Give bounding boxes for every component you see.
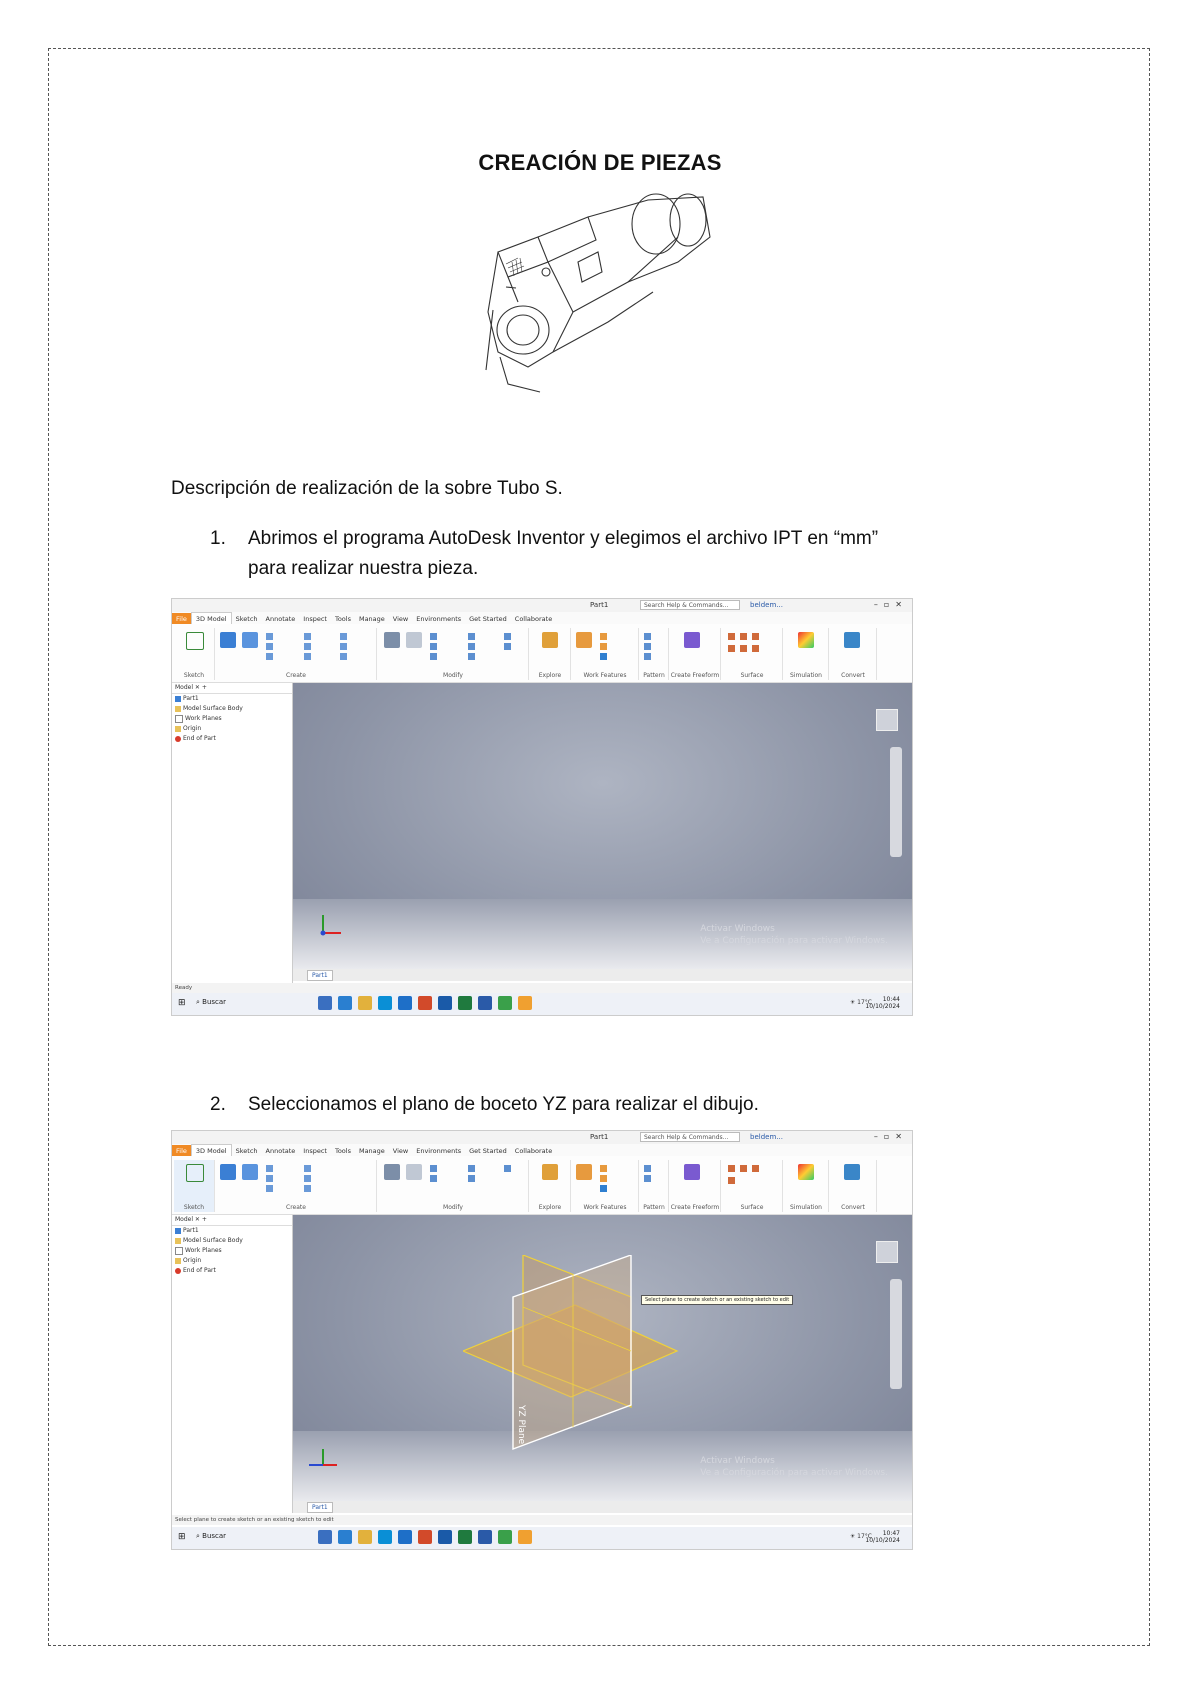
step-text xyxy=(248,524,1008,584)
fillet-icon[interactable] xyxy=(406,1164,422,1180)
weather-icon: ☀ xyxy=(849,1533,856,1540)
ribbon-group-surface xyxy=(722,1160,783,1212)
ribbon-group-label: Surface xyxy=(740,1204,764,1211)
powerpoint-icon[interactable] xyxy=(418,996,432,1010)
import-icon[interactable] xyxy=(340,643,347,650)
tab-3d-model[interactable]: 3D Model xyxy=(191,1144,232,1157)
ribbon-group-explore xyxy=(530,628,571,680)
ribbon-group-label: Modify xyxy=(443,672,463,679)
extrude-icon[interactable] xyxy=(220,1164,236,1180)
patch-icon[interactable] xyxy=(752,633,759,640)
powerpoint-icon[interactable] xyxy=(418,1530,432,1544)
ribbon-group-surface xyxy=(722,628,783,680)
loft-icon[interactable] xyxy=(266,643,273,650)
ucs-icon[interactable] xyxy=(600,653,607,660)
task-view-icon[interactable] xyxy=(318,1530,332,1544)
stitch-icon[interactable] xyxy=(728,1165,735,1172)
help-search-input[interactable]: Search Help & Commands... xyxy=(640,1132,740,1142)
axis-icon[interactable] xyxy=(600,633,607,640)
unwrap-icon[interactable] xyxy=(340,633,347,640)
convert-sheet-metal-icon[interactable] xyxy=(844,632,860,648)
tab-file[interactable]: File xyxy=(172,613,191,625)
ucs-icon[interactable] xyxy=(600,1185,607,1192)
point-icon[interactable] xyxy=(600,1175,607,1182)
spotify-icon[interactable] xyxy=(498,1530,512,1544)
ribbon-group-label: Simulation xyxy=(790,672,822,679)
viewcube-icon[interactable] xyxy=(876,709,898,731)
ribbon-panel xyxy=(172,1156,912,1215)
ribbon-group-label: Work Features xyxy=(583,672,627,679)
system-tray[interactable]: ☀ 17°C xyxy=(849,1533,872,1540)
excel-icon[interactable] xyxy=(458,1530,472,1544)
browser-node-part[interactable]: Part1 xyxy=(172,694,292,704)
split-icon[interactable] xyxy=(504,1165,511,1172)
windows-taskbar xyxy=(172,993,912,1015)
outlook-icon[interactable] xyxy=(398,1530,412,1544)
thicken-icon[interactable] xyxy=(468,653,475,660)
ribbon-group-create xyxy=(216,1160,377,1212)
graphics-viewport[interactable] xyxy=(293,683,912,969)
end-of-part-icon xyxy=(175,736,181,742)
browser-header: Model ✕ + xyxy=(172,683,292,694)
system-tray[interactable]: ☀ 17°C xyxy=(849,999,872,1006)
ribbon-group-label: Create xyxy=(286,672,306,679)
app-title: Part1 xyxy=(590,601,609,609)
windows-start-icon[interactable]: ⊞ xyxy=(178,1532,186,1542)
step-text-line: para realizar nuestra pieza. xyxy=(248,558,479,579)
tab-view[interactable]: View xyxy=(392,1147,409,1155)
loft-icon[interactable] xyxy=(266,1175,273,1182)
excel-icon[interactable] xyxy=(458,996,472,1010)
rectangular-pattern-icon[interactable] xyxy=(644,633,651,640)
ribbon-group-label: Sketch xyxy=(183,1204,205,1211)
ribbon-group-label: Create Freeform xyxy=(670,672,720,679)
tab-sketch[interactable]: Sketch xyxy=(235,615,258,623)
document-tab-part1[interactable]: Part1 xyxy=(307,970,333,981)
folder-icon xyxy=(175,706,181,712)
folder-icon xyxy=(175,1258,181,1264)
combine-icon[interactable] xyxy=(468,1175,475,1182)
coil-icon[interactable] xyxy=(266,1185,273,1192)
inventor-icon[interactable] xyxy=(518,1530,532,1544)
ribbon-group-work-features xyxy=(572,1160,639,1212)
status-bar: Select plane to create sketch or an existing sketch to edit xyxy=(172,1515,912,1525)
activation-watermark: Activar Windows Ve a Configuración para activar Windows. xyxy=(700,1456,888,1478)
shell-icon[interactable] xyxy=(430,643,437,650)
chamfer-icon[interactable] xyxy=(430,633,437,640)
shape-generator-icon[interactable] xyxy=(542,1164,558,1180)
view-icon xyxy=(175,1247,183,1255)
step-number: 1. xyxy=(210,528,226,549)
fillet-icon[interactable] xyxy=(406,632,422,648)
folder-icon xyxy=(175,1238,181,1244)
browser-node-end-of-part[interactable]: End of Part xyxy=(172,1266,292,1276)
rib-icon[interactable] xyxy=(304,1185,311,1192)
browser-node-origin[interactable]: Origin xyxy=(172,1256,292,1266)
decal-icon[interactable] xyxy=(340,653,347,660)
user-account[interactable]: beldem... xyxy=(750,601,783,609)
ribbon-group-label: Create Freeform xyxy=(670,1204,720,1211)
convert-sheet-metal-icon[interactable] xyxy=(844,1164,860,1180)
ribbon-group-pattern xyxy=(640,1160,669,1212)
view-icon xyxy=(175,715,183,723)
emboss-icon[interactable] xyxy=(304,633,311,640)
rectangular-pattern-icon[interactable] xyxy=(644,1165,651,1172)
hole-icon[interactable] xyxy=(384,632,400,648)
tab-environments[interactable]: Environments xyxy=(416,615,462,623)
ribbon-group-pattern xyxy=(640,628,669,680)
tab-collaborate[interactable]: Collaborate xyxy=(514,615,553,623)
part-icon xyxy=(175,1228,181,1234)
status-bar: Ready xyxy=(172,983,912,993)
edge-icon[interactable] xyxy=(378,1530,392,1544)
quick-access-toolbar xyxy=(172,599,912,612)
axis-triad-icon xyxy=(317,909,347,939)
browser-header: Model ✕ + xyxy=(172,1215,292,1226)
tab-inspect[interactable]: Inspect xyxy=(303,1147,327,1155)
activation-watermark: Activar Windows Ve a Configuración para activar Windows. xyxy=(700,924,888,946)
axis-icon[interactable] xyxy=(600,1165,607,1172)
tab-get-started[interactable]: Get Started xyxy=(469,1147,507,1155)
ribbon-group-modify xyxy=(378,1160,529,1212)
tab-manage[interactable]: Manage xyxy=(358,1147,385,1155)
tab-annotate[interactable]: Annotate xyxy=(265,1147,296,1155)
thread-icon[interactable] xyxy=(468,633,475,640)
help-search-input[interactable]: Search Help & Commands... xyxy=(640,600,740,610)
browser-node-work-planes[interactable]: Work Planes xyxy=(172,714,292,724)
ribbon-group-label: Sketch xyxy=(183,672,205,679)
axis-triad-icon xyxy=(307,1443,341,1473)
ribbon-group-create-freeform xyxy=(670,628,721,680)
screenshot-select-yz-plane xyxy=(171,1130,913,1550)
ribbon-group-simulation xyxy=(784,628,829,680)
taskbar-apps xyxy=(318,1530,538,1546)
weather-icon: ☀ xyxy=(849,999,856,1006)
document-tab-part1[interactable]: Part1 xyxy=(307,1502,333,1513)
sweep-icon[interactable] xyxy=(266,633,273,640)
plane-icon[interactable] xyxy=(576,1164,592,1180)
ribbon-group-label: Modify xyxy=(443,1204,463,1211)
point-icon[interactable] xyxy=(600,643,607,650)
end-of-part-icon xyxy=(175,1268,181,1274)
tab-file[interactable]: File xyxy=(172,1145,191,1157)
ribbon-group-label: Work Features xyxy=(583,1204,627,1211)
draft-icon[interactable] xyxy=(430,653,437,660)
circular-pattern-icon[interactable] xyxy=(644,643,651,650)
word-icon[interactable] xyxy=(478,996,492,1010)
derive-icon[interactable] xyxy=(304,643,311,650)
tab-view[interactable]: View xyxy=(392,615,409,623)
part-sketch-drawing xyxy=(478,192,716,407)
ribbon-group-label: Convert xyxy=(841,1204,865,1211)
store-icon[interactable] xyxy=(438,1530,452,1544)
file-explorer-icon[interactable] xyxy=(338,1530,352,1544)
tab-inspect[interactable]: Inspect xyxy=(303,615,327,623)
taskbar-clock[interactable]: 10:44 10/10/2024 xyxy=(865,996,900,1010)
ribbon-group-label: Pattern xyxy=(643,1204,665,1211)
tab-manage[interactable]: Manage xyxy=(358,615,385,623)
revolve-icon[interactable] xyxy=(242,632,258,648)
step-text: Seleccionamos el plano de boceto YZ para realizar el dibujo. xyxy=(248,1094,759,1115)
app-title: Part1 xyxy=(590,1133,609,1141)
user-account[interactable]: beldem... xyxy=(750,1133,783,1141)
ribbon-group-label: Convert xyxy=(841,672,865,679)
chamfer-icon[interactable] xyxy=(430,1165,437,1172)
ribbon-group-convert xyxy=(830,1160,877,1212)
ribbon-group-modify xyxy=(378,628,529,680)
selection-tooltip: Select plane to create sketch or an existing sketch to edit xyxy=(641,1295,793,1305)
taskbar-clock[interactable]: 10:47 10/10/2024 xyxy=(865,1530,900,1544)
taskbar-apps xyxy=(318,996,538,1012)
thread-icon[interactable] xyxy=(468,1165,475,1172)
hole-icon[interactable] xyxy=(384,1164,400,1180)
document-tabs xyxy=(293,969,912,981)
window-controls[interactable]: –▫✕ xyxy=(873,600,908,609)
stress-analysis-icon[interactable] xyxy=(798,1164,814,1180)
ribbon-group-sketch xyxy=(174,628,215,680)
extend-icon[interactable] xyxy=(740,645,747,652)
ribbon-group-label: Pattern xyxy=(643,672,665,679)
ribbon-group-create xyxy=(216,628,377,680)
ribbon-group-label: Simulation xyxy=(790,1204,822,1211)
ribbon-tabs xyxy=(172,1144,912,1156)
document-tabs xyxy=(293,1501,912,1513)
tab-collaborate[interactable]: Collaborate xyxy=(514,1147,553,1155)
plane-icon[interactable] xyxy=(576,632,592,648)
browser-node-surface-body[interactable]: Model Surface Body xyxy=(172,1236,292,1246)
browser-node-work-planes[interactable]: Work Planes xyxy=(172,1246,292,1256)
model-browser xyxy=(172,1215,293,1513)
circular-pattern-icon[interactable] xyxy=(644,1175,651,1182)
emboss-icon[interactable] xyxy=(304,1165,311,1172)
ribbon-group-label: Explore xyxy=(538,672,562,679)
folder-icon[interactable] xyxy=(358,996,372,1010)
patch-icon[interactable] xyxy=(752,1165,759,1172)
sculpt-icon[interactable] xyxy=(740,1165,747,1172)
trim-icon[interactable] xyxy=(728,1177,735,1184)
ribbon-group-convert xyxy=(830,628,877,680)
inventor-icon[interactable] xyxy=(518,996,532,1010)
browser-node-part[interactable]: Part1 xyxy=(172,1226,292,1236)
edge-icon[interactable] xyxy=(378,996,392,1010)
freeform-box-icon[interactable] xyxy=(684,632,700,648)
document-title: CREACIÓN DE PIEZAS xyxy=(478,150,722,175)
graphics-viewport[interactable] xyxy=(293,1215,912,1501)
start-2d-sketch-icon[interactable] xyxy=(186,1164,204,1182)
sweep-icon[interactable] xyxy=(266,1165,273,1172)
origin-planes[interactable] xyxy=(463,1255,693,1455)
revolve-icon[interactable] xyxy=(242,1164,258,1180)
taskbar-search[interactable]: ⌕ Buscar xyxy=(196,1532,227,1540)
start-2d-sketch-icon[interactable] xyxy=(186,632,204,650)
taskbar-search[interactable]: ⌕ Buscar xyxy=(196,998,227,1006)
direct-icon[interactable] xyxy=(504,643,511,650)
extrude-icon[interactable] xyxy=(220,632,236,648)
windows-taskbar xyxy=(172,1527,912,1549)
windows-start-icon[interactable]: ⊞ xyxy=(178,998,186,1008)
combine-icon[interactable] xyxy=(468,643,475,650)
tab-environments[interactable]: Environments xyxy=(416,1147,462,1155)
outlook-icon[interactable] xyxy=(398,996,412,1010)
derive-icon[interactable] xyxy=(304,1175,311,1182)
tab-get-started[interactable]: Get Started xyxy=(469,615,507,623)
stress-analysis-icon[interactable] xyxy=(798,632,814,648)
store-icon[interactable] xyxy=(438,996,452,1010)
freeform-box-icon[interactable] xyxy=(684,1164,700,1180)
navigation-bar[interactable] xyxy=(890,1279,902,1389)
step-text-line: Abrimos el programa AutoDesk Inventor y elegimos el archivo IPT en “mm” xyxy=(248,528,879,549)
task-view-icon[interactable] xyxy=(318,996,332,1010)
tab-tools[interactable]: Tools xyxy=(334,1147,351,1155)
tab-3d-model[interactable]: 3D Model xyxy=(191,612,232,625)
ribbon-group-create-freeform xyxy=(670,1160,721,1212)
ribbon-group-label: Explore xyxy=(538,1204,562,1211)
coil-icon[interactable] xyxy=(266,653,273,660)
trim-icon[interactable] xyxy=(728,645,735,652)
yz-plane-label: YZ Plane xyxy=(516,1405,526,1445)
ribbon-panel xyxy=(172,624,912,683)
tab-annotate[interactable]: Annotate xyxy=(265,615,296,623)
stitch-icon[interactable] xyxy=(728,633,735,640)
model-browser xyxy=(172,683,293,983)
shell-icon[interactable] xyxy=(430,1175,437,1182)
navigation-bar[interactable] xyxy=(890,747,902,857)
sculpt-icon[interactable] xyxy=(740,633,747,640)
window-controls[interactable]: –▫✕ xyxy=(873,1132,908,1141)
ribbon-group-work-features xyxy=(572,628,639,680)
mirror-icon[interactable] xyxy=(644,653,651,660)
tab-tools[interactable]: Tools xyxy=(334,615,351,623)
intro-paragraph: Descripción de realización de la sobre Tubo S. xyxy=(171,478,563,499)
ribbon-group-sketch xyxy=(174,1160,215,1212)
ribbon-group-simulation xyxy=(784,1160,829,1212)
file-explorer-icon[interactable] xyxy=(338,996,352,1010)
step-number: 2. xyxy=(210,1094,226,1115)
browser-node-surface-body[interactable]: Model Surface Body xyxy=(172,704,292,714)
boundary-patch-icon[interactable] xyxy=(752,645,759,652)
split-icon[interactable] xyxy=(504,633,511,640)
ribbon-group-label: Create xyxy=(286,1204,306,1211)
ribbon-group-label: Surface xyxy=(740,672,764,679)
ribbon-group-explore xyxy=(530,1160,571,1212)
browser-node-origin[interactable]: Origin xyxy=(172,724,292,734)
spotify-icon[interactable] xyxy=(498,996,512,1010)
shape-generator-icon[interactable] xyxy=(542,632,558,648)
ribbon-tabs xyxy=(172,612,912,624)
tab-sketch[interactable]: Sketch xyxy=(235,1147,258,1155)
browser-node-end-of-part[interactable]: End of Part xyxy=(172,734,292,744)
word-icon[interactable] xyxy=(478,1530,492,1544)
folder-icon[interactable] xyxy=(358,1530,372,1544)
rib-icon[interactable] xyxy=(304,653,311,660)
part-icon xyxy=(175,696,181,702)
quick-access-toolbar xyxy=(172,1131,912,1144)
screenshot-inventor-open xyxy=(171,598,913,1016)
viewcube-icon[interactable] xyxy=(876,1241,898,1263)
folder-icon xyxy=(175,726,181,732)
